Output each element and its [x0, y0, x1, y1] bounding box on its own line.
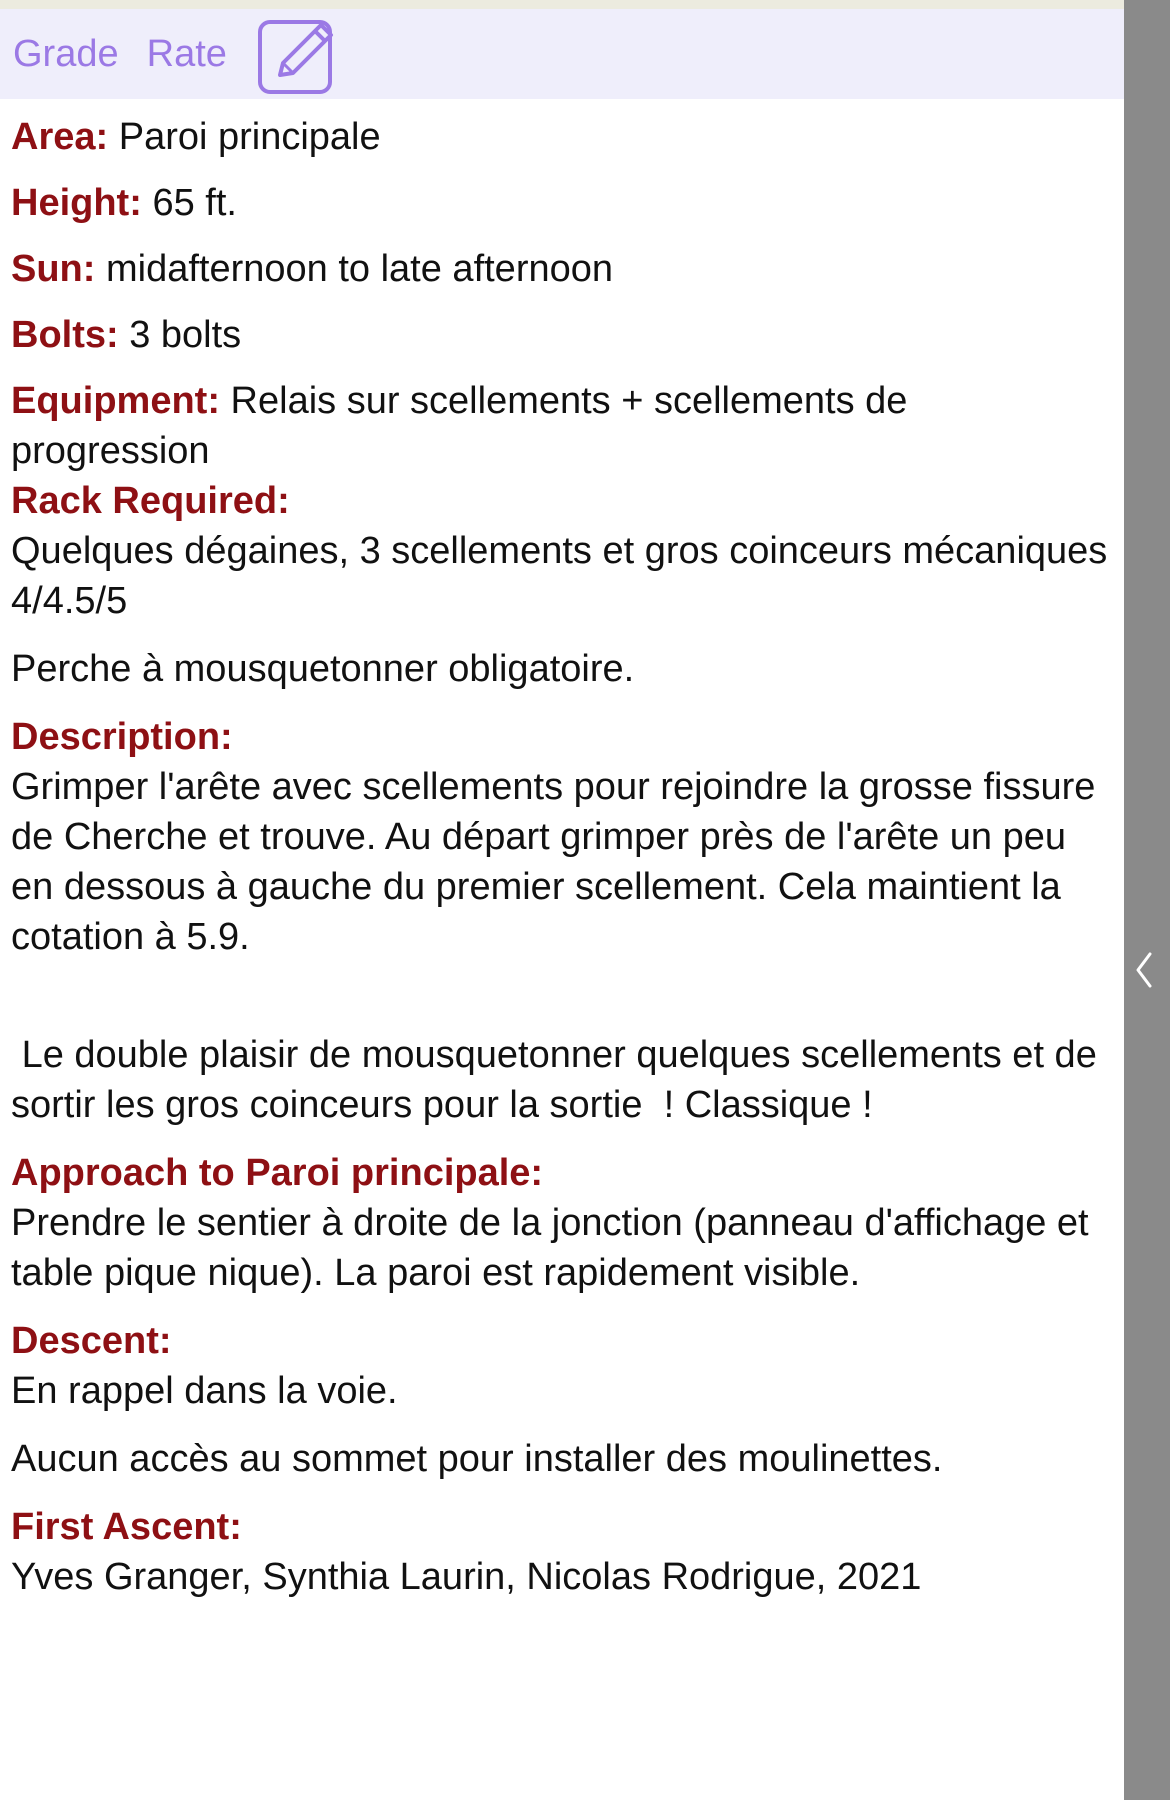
rack-text-1: Quelques dégaines, 3 scellements et gros coinceurs mécaniques 4/4.5/5 — [11, 530, 1108, 622]
grade-button[interactable]: Grade — [13, 33, 119, 75]
height-row — [11, 178, 1116, 228]
rack-section — [11, 476, 1116, 626]
sun-label: Sun: — [11, 248, 96, 290]
description-section — [11, 712, 1116, 962]
descent-section — [11, 1316, 1116, 1416]
approach-label: Approach to Paroi principale: — [11, 1152, 544, 1194]
approach-text: Prendre le sentier à droite de la jonction (panneau d'affichage et table pique nique). La paroi est rapidement visible. — [11, 1202, 1089, 1294]
bolts-row — [11, 310, 1116, 360]
first-ascent-section — [11, 1502, 1116, 1602]
bolts-value: 3 bolts — [129, 314, 242, 356]
bolts-label: Bolts: — [11, 314, 119, 356]
side-panel-handle[interactable] — [1124, 0, 1170, 1800]
description-text-2: Le double plaisir de mousquetonner quelques scellements et de sortir les gros coinceurs pour la sortie ! Classique ! — [11, 1034, 1108, 1126]
route-info — [11, 112, 1116, 1602]
action-toolbar — [0, 9, 1124, 99]
area-value: Paroi principale — [118, 116, 381, 158]
height-value: 65 ft. — [152, 182, 237, 224]
area-label: Area: — [11, 116, 109, 158]
equipment-row — [11, 376, 1116, 476]
chevron-left-icon[interactable] — [1130, 950, 1160, 990]
equipment-value: Relais sur scellements + scellements de progression — [11, 380, 908, 472]
sun-value: midafternoon to late afternoon — [106, 248, 614, 290]
area-row — [11, 112, 1116, 162]
sun-row — [11, 244, 1116, 294]
equipment-label: Equipment: — [11, 380, 220, 422]
approach-section — [11, 1148, 1116, 1298]
description-label: Description: — [11, 716, 233, 758]
rack-note: Perche à mousquetonner obligatoire. — [11, 648, 635, 690]
rate-button[interactable]: Rate — [146, 33, 227, 75]
descent-label: Descent: — [11, 1320, 172, 1362]
first-ascent-label: First Ascent: — [11, 1506, 242, 1548]
top-divider — [0, 0, 1124, 9]
descent-text-1: En rappel dans la voie. — [11, 1370, 398, 1412]
first-ascent-text: Yves Granger, Synthia Laurin, Nicolas Rodrigue, 2021 — [11, 1556, 922, 1598]
height-label: Height: — [11, 182, 142, 224]
pencil-square-icon[interactable] — [257, 12, 341, 96]
descent-text-2: Aucun accès au sommet pour installer des moulinettes. — [11, 1438, 943, 1480]
description-text-1: Grimper l'arête avec scellements pour rejoindre la grosse fissure de Cherche et trouve. Au départ grimper près de l'arête un peu en dessous à gauche du premier scellement. Cela maintient la cotation à 5.9. — [11, 766, 1096, 958]
rack-label: Rack Required: — [11, 480, 290, 522]
